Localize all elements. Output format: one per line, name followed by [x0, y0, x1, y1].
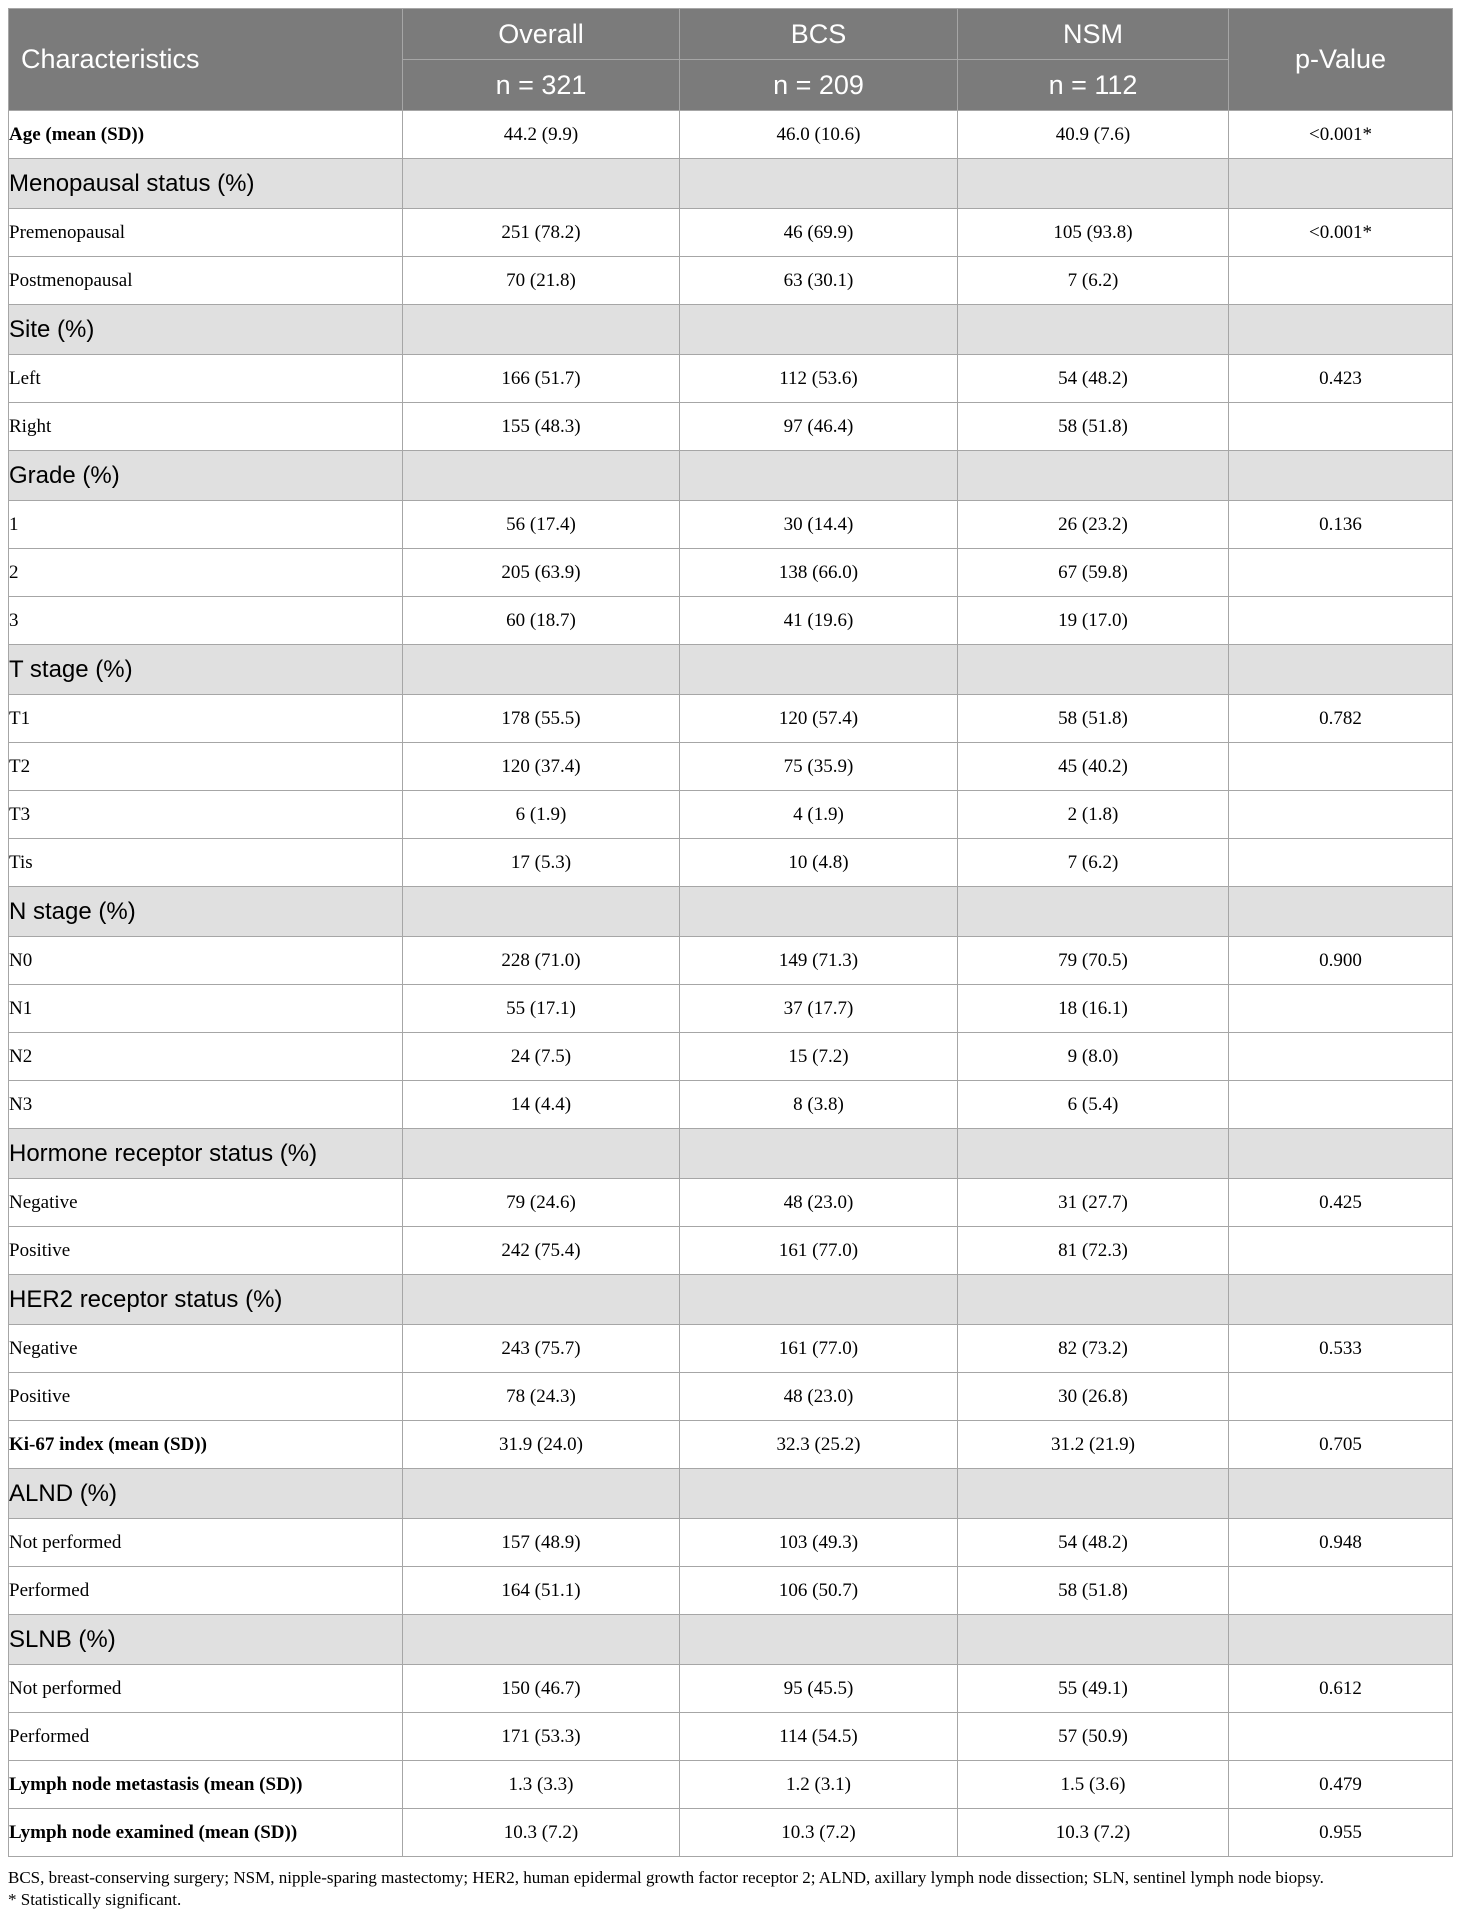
bcs-cell: 41 (19.6) [680, 597, 958, 645]
section-empty-cell [958, 1615, 1229, 1665]
nsm-cell: 31 (27.7) [958, 1179, 1229, 1227]
row-label: N0 [9, 937, 403, 985]
nsm-cell: 7 (6.2) [958, 257, 1229, 305]
section-empty-cell [1229, 159, 1453, 209]
section-empty-cell [958, 1275, 1229, 1325]
nsm-cell: 58 (51.8) [958, 695, 1229, 743]
section-row [9, 305, 1453, 355]
table-row [9, 209, 1453, 257]
section-empty-cell [958, 1129, 1229, 1179]
overall-cell: 171 (53.3) [403, 1713, 680, 1761]
section-row [9, 1615, 1453, 1665]
characteristics-table [8, 8, 1453, 1857]
header-nsm-n: n = 112 [958, 60, 1229, 111]
bcs-cell: 10.3 (7.2) [680, 1809, 958, 1857]
overall-cell: 60 (18.7) [403, 597, 680, 645]
nsm-cell: 79 (70.5) [958, 937, 1229, 985]
nsm-cell: 45 (40.2) [958, 743, 1229, 791]
bcs-cell: 37 (17.7) [680, 985, 958, 1033]
nsm-cell: 54 (48.2) [958, 355, 1229, 403]
bcs-cell: 48 (23.0) [680, 1373, 958, 1421]
row-label: Negative [9, 1325, 403, 1373]
row-label: N1 [9, 985, 403, 1033]
overall-cell: 242 (75.4) [403, 1227, 680, 1275]
section-row [9, 1469, 1453, 1519]
section-empty-cell [1229, 1469, 1453, 1519]
table-row [9, 549, 1453, 597]
bcs-cell: 149 (71.3) [680, 937, 958, 985]
bcs-cell: 46 (69.9) [680, 209, 958, 257]
p-value-cell: 0.900 [1229, 937, 1453, 985]
bcs-cell: 103 (49.3) [680, 1519, 958, 1567]
overall-cell: 251 (78.2) [403, 209, 680, 257]
nsm-cell: 31.2 (21.9) [958, 1421, 1229, 1469]
row-label: Premenopausal [9, 209, 403, 257]
bcs-cell: 95 (45.5) [680, 1665, 958, 1713]
table-row [9, 791, 1453, 839]
bcs-cell: 30 (14.4) [680, 501, 958, 549]
row-label: Negative [9, 1179, 403, 1227]
overall-cell: 6 (1.9) [403, 791, 680, 839]
overall-cell: 44.2 (9.9) [403, 111, 680, 159]
nsm-cell: 18 (16.1) [958, 985, 1229, 1033]
table-row [9, 695, 1453, 743]
section-empty-cell [1229, 1129, 1453, 1179]
table-row [9, 501, 1453, 549]
section-label: Site (%) [9, 305, 403, 355]
section-label: Hormone receptor status (%) [9, 1129, 403, 1179]
bcs-cell: 161 (77.0) [680, 1325, 958, 1373]
overall-cell: 150 (46.7) [403, 1665, 680, 1713]
section-label: T stage (%) [9, 645, 403, 695]
p-value-cell [1229, 1227, 1453, 1275]
bcs-cell: 4 (1.9) [680, 791, 958, 839]
table-row [9, 1421, 1453, 1469]
overall-cell: 166 (51.7) [403, 355, 680, 403]
nsm-cell: 105 (93.8) [958, 209, 1229, 257]
section-empty-cell [1229, 1275, 1453, 1325]
row-label: N3 [9, 1081, 403, 1129]
nsm-cell: 6 (5.4) [958, 1081, 1229, 1129]
bcs-cell: 112 (53.6) [680, 355, 958, 403]
nsm-cell: 9 (8.0) [958, 1033, 1229, 1081]
overall-cell: 79 (24.6) [403, 1179, 680, 1227]
row-label: 3 [9, 597, 403, 645]
row-label: Left [9, 355, 403, 403]
overall-cell: 120 (37.4) [403, 743, 680, 791]
table-footnotes [8, 1867, 1452, 1911]
section-empty-cell [958, 305, 1229, 355]
overall-cell: 56 (17.4) [403, 501, 680, 549]
bcs-cell: 138 (66.0) [680, 549, 958, 597]
bcs-cell: 75 (35.9) [680, 743, 958, 791]
header-p-value: p-Value [1229, 9, 1453, 111]
p-value-cell [1229, 257, 1453, 305]
p-value-cell [1229, 1081, 1453, 1129]
nsm-cell: 40.9 (7.6) [958, 111, 1229, 159]
p-value-cell [1229, 597, 1453, 645]
bcs-cell: 15 (7.2) [680, 1033, 958, 1081]
section-empty-cell [1229, 645, 1453, 695]
bcs-cell: 161 (77.0) [680, 1227, 958, 1275]
header-bcs: BCS [680, 9, 958, 60]
section-empty-cell [403, 451, 680, 501]
section-empty-cell [680, 645, 958, 695]
table-row [9, 985, 1453, 1033]
section-empty-cell [1229, 305, 1453, 355]
header-overall-n: n = 321 [403, 60, 680, 111]
overall-cell: 228 (71.0) [403, 937, 680, 985]
p-value-cell [1229, 403, 1453, 451]
bcs-cell: 63 (30.1) [680, 257, 958, 305]
nsm-cell: 58 (51.8) [958, 403, 1229, 451]
overall-cell: 155 (48.3) [403, 403, 680, 451]
p-value-cell [1229, 1567, 1453, 1615]
section-empty-cell [680, 1469, 958, 1519]
p-value-cell [1229, 1033, 1453, 1081]
row-label: T3 [9, 791, 403, 839]
section-row [9, 1129, 1453, 1179]
table-row [9, 1665, 1453, 1713]
bcs-cell: 46.0 (10.6) [680, 111, 958, 159]
p-value-cell: 0.948 [1229, 1519, 1453, 1567]
p-value-cell [1229, 839, 1453, 887]
nsm-cell: 1.5 (3.6) [958, 1761, 1229, 1809]
overall-cell: 78 (24.3) [403, 1373, 680, 1421]
nsm-cell: 10.3 (7.2) [958, 1809, 1229, 1857]
table-row [9, 597, 1453, 645]
table-row [9, 1761, 1453, 1809]
header-nsm: NSM [958, 9, 1229, 60]
section-empty-cell [403, 1469, 680, 1519]
table-row [9, 1567, 1453, 1615]
section-empty-cell [403, 1615, 680, 1665]
row-label: Right [9, 403, 403, 451]
row-label: Postmenopausal [9, 257, 403, 305]
section-label: HER2 receptor status (%) [9, 1275, 403, 1325]
p-value-cell [1229, 743, 1453, 791]
section-row [9, 159, 1453, 209]
header-row-groups [9, 9, 1453, 60]
table-row [9, 355, 1453, 403]
table-row [9, 257, 1453, 305]
section-empty-cell [403, 645, 680, 695]
section-empty-cell [680, 451, 958, 501]
bcs-cell: 8 (3.8) [680, 1081, 958, 1129]
p-value-cell: 0.705 [1229, 1421, 1453, 1469]
bcs-cell: 10 (4.8) [680, 839, 958, 887]
p-value-cell: 0.782 [1229, 695, 1453, 743]
table-row [9, 1809, 1453, 1857]
overall-cell: 31.9 (24.0) [403, 1421, 680, 1469]
overall-cell: 10.3 (7.2) [403, 1809, 680, 1857]
row-label: Tis [9, 839, 403, 887]
p-value-cell: <0.001* [1229, 111, 1453, 159]
overall-cell: 55 (17.1) [403, 985, 680, 1033]
nsm-cell: 82 (73.2) [958, 1325, 1229, 1373]
section-empty-cell [680, 305, 958, 355]
row-label: T2 [9, 743, 403, 791]
table-row [9, 1227, 1453, 1275]
section-empty-cell [403, 1275, 680, 1325]
section-row [9, 1275, 1453, 1325]
nsm-cell: 2 (1.8) [958, 791, 1229, 839]
nsm-cell: 55 (49.1) [958, 1665, 1229, 1713]
section-empty-cell [680, 1275, 958, 1325]
nsm-cell: 81 (72.3) [958, 1227, 1229, 1275]
table-row [9, 743, 1453, 791]
section-empty-cell [680, 887, 958, 937]
table-row [9, 839, 1453, 887]
overall-cell: 24 (7.5) [403, 1033, 680, 1081]
overall-cell: 1.3 (3.3) [403, 1761, 680, 1809]
nsm-cell: 57 (50.9) [958, 1713, 1229, 1761]
p-value-cell [1229, 1373, 1453, 1421]
nsm-cell: 54 (48.2) [958, 1519, 1229, 1567]
section-empty-cell [1229, 451, 1453, 501]
p-value-cell: <0.001* [1229, 209, 1453, 257]
section-empty-cell [958, 159, 1229, 209]
section-label: Grade (%) [9, 451, 403, 501]
bcs-cell: 32.3 (25.2) [680, 1421, 958, 1469]
bcs-cell: 48 (23.0) [680, 1179, 958, 1227]
row-label: Age (mean (SD)) [9, 111, 403, 159]
p-value-cell: 0.425 [1229, 1179, 1453, 1227]
section-row [9, 645, 1453, 695]
nsm-cell: 67 (59.8) [958, 549, 1229, 597]
row-label: Lymph node examined (mean (SD)) [9, 1809, 403, 1857]
table-row [9, 111, 1453, 159]
row-label: Positive [9, 1373, 403, 1421]
p-value-cell [1229, 985, 1453, 1033]
header-overall: Overall [403, 9, 680, 60]
p-value-cell: 0.612 [1229, 1665, 1453, 1713]
bcs-cell: 97 (46.4) [680, 403, 958, 451]
table-row [9, 1519, 1453, 1567]
section-empty-cell [403, 887, 680, 937]
section-empty-cell [680, 1129, 958, 1179]
section-empty-cell [1229, 887, 1453, 937]
table-row [9, 1179, 1453, 1227]
overall-cell: 164 (51.1) [403, 1567, 680, 1615]
section-empty-cell [958, 887, 1229, 937]
p-value-cell [1229, 791, 1453, 839]
overall-cell: 178 (55.5) [403, 695, 680, 743]
section-empty-cell [680, 1615, 958, 1665]
row-label: Positive [9, 1227, 403, 1275]
bcs-cell: 106 (50.7) [680, 1567, 958, 1615]
footnote-significance: * Statistically significant. [8, 1890, 182, 1909]
table-row [9, 1373, 1453, 1421]
section-row [9, 451, 1453, 501]
section-label: SLNB (%) [9, 1615, 403, 1665]
row-label: Performed [9, 1713, 403, 1761]
p-value-cell: 0.423 [1229, 355, 1453, 403]
p-value-cell: 0.533 [1229, 1325, 1453, 1373]
bcs-cell: 114 (54.5) [680, 1713, 958, 1761]
row-label: 1 [9, 501, 403, 549]
table-body [9, 111, 1453, 1857]
table-row [9, 1033, 1453, 1081]
section-empty-cell [958, 451, 1229, 501]
overall-cell: 70 (21.8) [403, 257, 680, 305]
row-label: N2 [9, 1033, 403, 1081]
footnote-abbreviations: BCS, breast-conserving surgery; NSM, nipple-sparing mastectomy; HER2, human epidermal growth factor receptor 2; ALND, axillary lymph node dissection; SLN, sentinel lymph node biopsy. [8, 1868, 1324, 1887]
nsm-cell: 58 (51.8) [958, 1567, 1229, 1615]
table-row [9, 1325, 1453, 1373]
p-value-cell: 0.479 [1229, 1761, 1453, 1809]
p-value-cell [1229, 1713, 1453, 1761]
bcs-cell: 120 (57.4) [680, 695, 958, 743]
nsm-cell: 26 (23.2) [958, 501, 1229, 549]
section-empty-cell [1229, 1615, 1453, 1665]
section-label: ALND (%) [9, 1469, 403, 1519]
table-row [9, 1713, 1453, 1761]
section-label: Menopausal status (%) [9, 159, 403, 209]
row-label: Not performed [9, 1665, 403, 1713]
overall-cell: 14 (4.4) [403, 1081, 680, 1129]
row-label: Ki-67 index (mean (SD)) [9, 1421, 403, 1469]
nsm-cell: 30 (26.8) [958, 1373, 1229, 1421]
overall-cell: 243 (75.7) [403, 1325, 680, 1373]
nsm-cell: 19 (17.0) [958, 597, 1229, 645]
row-label: 2 [9, 549, 403, 597]
section-empty-cell [958, 645, 1229, 695]
table-row [9, 403, 1453, 451]
header-characteristics: Characteristics [9, 9, 403, 111]
p-value-cell: 0.955 [1229, 1809, 1453, 1857]
section-empty-cell [403, 305, 680, 355]
nsm-cell: 7 (6.2) [958, 839, 1229, 887]
row-label: Performed [9, 1567, 403, 1615]
row-label: Not performed [9, 1519, 403, 1567]
bcs-cell: 1.2 (3.1) [680, 1761, 958, 1809]
row-label: T1 [9, 695, 403, 743]
section-label: N stage (%) [9, 887, 403, 937]
header-bcs-n: n = 209 [680, 60, 958, 111]
table-row [9, 1081, 1453, 1129]
section-empty-cell [403, 159, 680, 209]
table-row [9, 937, 1453, 985]
overall-cell: 205 (63.9) [403, 549, 680, 597]
overall-cell: 17 (5.3) [403, 839, 680, 887]
p-value-cell: 0.136 [1229, 501, 1453, 549]
section-empty-cell [403, 1129, 680, 1179]
row-label: Lymph node metastasis (mean (SD)) [9, 1761, 403, 1809]
p-value-cell [1229, 549, 1453, 597]
section-empty-cell [958, 1469, 1229, 1519]
overall-cell: 157 (48.9) [403, 1519, 680, 1567]
section-empty-cell [680, 159, 958, 209]
section-row [9, 887, 1453, 937]
